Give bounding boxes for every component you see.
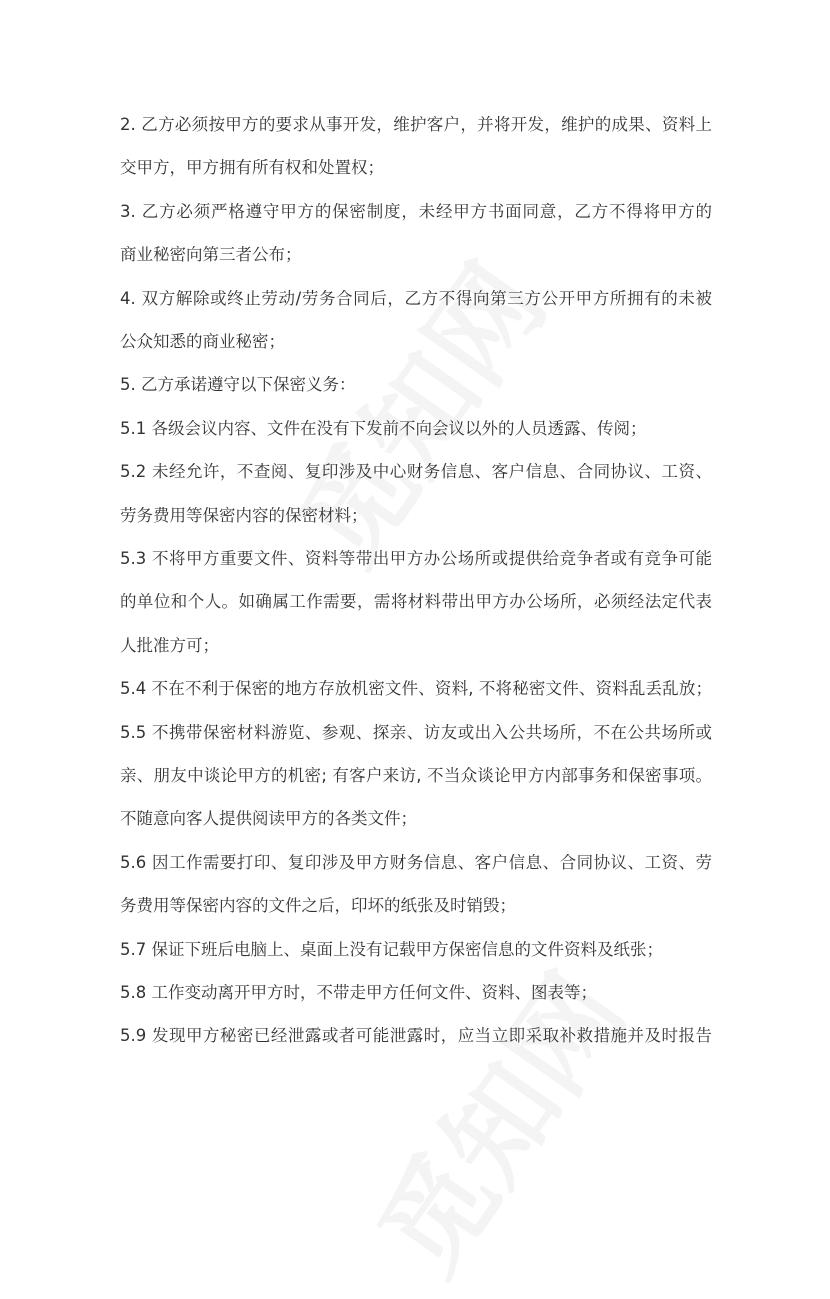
paragraph-line: 公众知悉的商业秘密； <box>120 332 285 351</box>
paragraph-line: 5.1 各级会议内容、文件在没有下发前不向会议以外的人员透露、传阅； <box>120 418 647 438</box>
paragraph-line: 4. 双方解除或终止劳动/劳务合同后，乙方不得向第三方公开甲方所拥有的未被 <box>120 288 712 308</box>
paragraph-line: 5.3 不将甲方重要文件、资料等带出甲方办公场所或提供给竞争者或有竞争可能 <box>120 549 712 568</box>
paragraph-line: 交甲方，甲方拥有所有权和处置权； <box>120 158 384 178</box>
paragraph-line: 亲、朋友中谈论甲方的机密; 有客户来访, 不当众谈论甲方内部事务和保密事项。 <box>120 766 712 785</box>
paragraph-line: 不随意向客人提供阅读甲方的各类文件； <box>120 809 417 829</box>
paragraph-line: 5.7 保证下班后电脑上、桌面上没有记载甲方保密信息的文件资料及纸张； <box>120 939 663 959</box>
paragraph-line: 2. 乙方必须按甲方的要求从事开发，维护客户，并将开发，维护的成果、资料上 <box>120 115 712 134</box>
paragraph-line: 5.8 工作变动离开甲方时，不带走甲方任何文件、资料、图表等； <box>120 983 597 1002</box>
paragraph-line: 5.2 未经允许，不查阅、复印涉及中心财务信息、客户信息、合同协议、工资、 <box>120 462 712 482</box>
watermark <box>256 229 575 590</box>
paragraph-line: 商业秘密向第三者公布； <box>120 245 302 265</box>
paragraph-line: 5.5 不携带保密材料游览、参观、探亲、访友或出入公共场所，不在公共场所或 <box>120 722 712 742</box>
paragraph-line: 5.4 不在不利于保密的地方存放机密文件、资料, 不将秘密文件、资料乱丢乱放； <box>120 679 712 699</box>
paragraph-line: 5.9 发现甲方秘密已经泄露或者可能泄露时，应当立即采取补救措施并及时报告 <box>120 1026 712 1046</box>
paragraph-line: 人批准方可； <box>120 635 219 655</box>
paragraph-line: 务费用等保密内容的文件之后，印坏的纸张及时销毁； <box>120 896 516 916</box>
paragraph-line: 的单位和个人。如确属工作需要，需将材料带出甲方办公场所，必须经法定代表 <box>120 592 712 612</box>
paragraph-line: 5. 乙方承诺遵守以下保密义务： <box>120 375 356 395</box>
paragraph-line: 5.6 因工作需要打印、复印涉及甲方财务信息、客户信息、合同协议、工资、劳 <box>120 852 712 872</box>
paragraph-line: 3. 乙方必须严格遵守甲方的保密制度，未经甲方书面同意，乙方不得将甲方的 <box>120 201 712 221</box>
paragraph-line: 劳务费用等保密内容的保密材料； <box>120 505 368 525</box>
